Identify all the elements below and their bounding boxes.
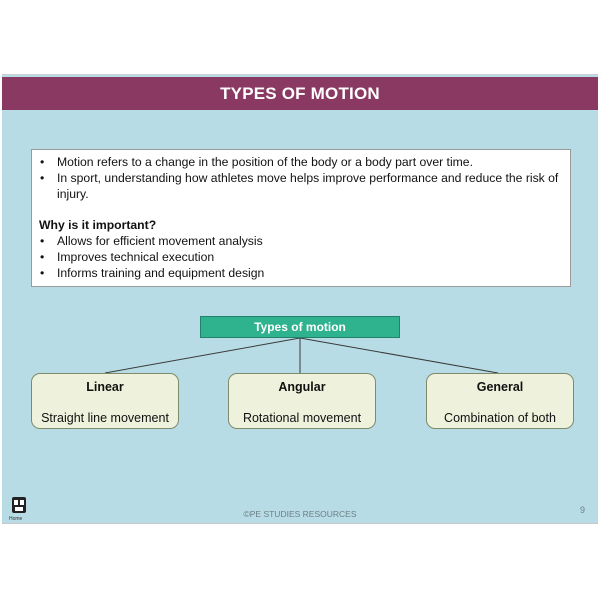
bullet-item: • Motion refers to a change in the position of the body or a body part over time.	[40, 155, 473, 169]
bullet-item: • In sport, understanding how athletes move helps improve performance and reduce the risk of injury.	[40, 171, 559, 201]
node-title: Linear	[86, 380, 124, 394]
node-description: Straight line movement	[41, 411, 169, 425]
slide-title: TYPES OF MOTION	[2, 77, 598, 110]
intro-bullet-list	[39, 154, 562, 202]
node-title: General	[476, 380, 524, 394]
diagram-connectors	[2, 75, 598, 525]
copyright-footer: ©PE STUDIES RESOURCES	[243, 509, 357, 519]
bullet-item: • Allows for efficient movement analysis	[40, 234, 263, 248]
node-description: Combination of both	[444, 411, 556, 425]
connector-linear	[105, 338, 300, 373]
diagram-root-node: Types of motion	[200, 316, 400, 338]
importance-bullet-list	[39, 233, 562, 281]
node-angular	[228, 373, 376, 429]
content-box	[31, 149, 571, 287]
slide	[2, 74, 598, 524]
importance-heading: Why is it important?	[39, 218, 157, 232]
bullet-item: • Improves technical execution	[40, 250, 215, 264]
connector-general	[300, 338, 498, 373]
node-title: Angular	[278, 380, 326, 394]
page-number: 9	[579, 505, 585, 515]
home-label[interactable]: Home	[9, 516, 23, 522]
node-linear	[31, 373, 179, 429]
node-general	[426, 373, 574, 429]
bullet-item: • Informs training and equipment design	[40, 266, 265, 280]
node-description: Rotational movement	[242, 411, 362, 425]
